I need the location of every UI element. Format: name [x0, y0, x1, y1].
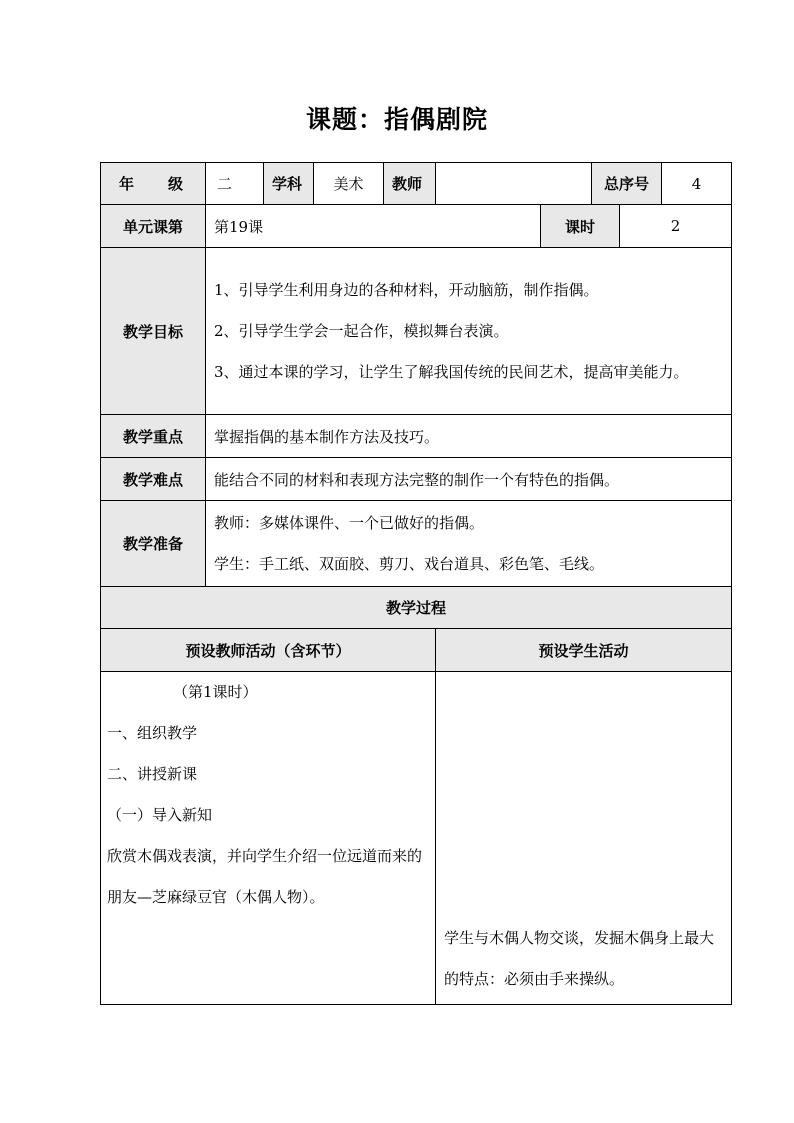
sequence-value: 4 — [662, 163, 732, 205]
teacher-activity-header: 预设教师活动（含环节） — [101, 629, 436, 672]
subject-value: 美术 — [314, 163, 384, 205]
preparation-row — [101, 501, 732, 587]
teacher-activity-cell — [101, 672, 436, 1005]
period-heading: （第1课时） — [173, 683, 258, 701]
teacher-label: 教师 — [384, 163, 436, 205]
preparation-label: 教学准备 — [101, 501, 206, 587]
objective-item: 1、引导学生利用身边的各种材料，开动脑筋，制作指偶。 — [214, 280, 599, 299]
objectives-content — [206, 248, 732, 415]
objective-item: 2、引导学生学会一起合作，模拟舞台表演。 — [214, 321, 509, 340]
subject-label: 学科 — [264, 163, 314, 205]
teacher-activity-line: （一）导入新知 — [107, 806, 213, 824]
teacher-activity-line: 二、讲授新课 — [107, 765, 198, 783]
info-row-2 — [101, 205, 732, 248]
teacher-activity-line: 一、组织教学 — [107, 724, 198, 742]
objective-item: 3、通过本课的学习，让学生了解我国传统的民间艺术，提高审美能力。 — [214, 362, 689, 381]
page-title: 课题：指偶剧院 — [305, 105, 488, 134]
difficulties-value: 能结合不同的材料和表现方法完整的制作一个有特色的指偶。 — [206, 458, 732, 501]
preparation-teacher: 教师：多媒体课件、一个已做好的指偶。 — [214, 513, 485, 532]
info-row-1 — [101, 163, 732, 205]
grade-label: 年 级 — [101, 163, 206, 205]
key-points-value: 掌握指偶的基本制作方法及技巧。 — [206, 415, 732, 458]
preparation-student: 学生：手工纸、双面胶、剪刀、戏台道具、彩色笔、毛线。 — [214, 554, 605, 573]
key-points-row — [101, 415, 732, 458]
teacher-value — [436, 163, 592, 205]
period-label: 课时 — [541, 205, 620, 248]
student-activity-text: 学生与木偶人物交谈，发掘木偶身上最大的特点：必须由手来操纵。 — [444, 929, 715, 988]
process-body-row — [101, 672, 732, 1005]
period-value: 2 — [620, 205, 732, 248]
student-activity-cell — [436, 672, 732, 1005]
process-columns-row — [101, 629, 732, 672]
unit-value: 第19课 — [206, 205, 541, 248]
difficulties-row — [101, 458, 732, 501]
process-header-row — [101, 587, 732, 629]
objectives-row — [101, 248, 732, 415]
lesson-plan-table — [100, 162, 732, 1005]
difficulties-label: 教学难点 — [101, 458, 206, 501]
unit-label: 单元课第 — [101, 205, 206, 248]
sequence-label: 总序号 — [592, 163, 662, 205]
process-header: 教学过程 — [101, 587, 732, 629]
preparation-content — [206, 501, 732, 587]
student-activity-header: 预设学生活动 — [436, 629, 732, 672]
grade-value: 二 — [206, 163, 264, 205]
key-points-label: 教学重点 — [101, 415, 206, 458]
teacher-activity-line: 欣赏木偶戏表演，并向学生介绍一位远道而来的朋友—芝麻绿豆官（木偶人物）。 — [107, 847, 423, 906]
objectives-label: 教学目标 — [101, 248, 206, 415]
